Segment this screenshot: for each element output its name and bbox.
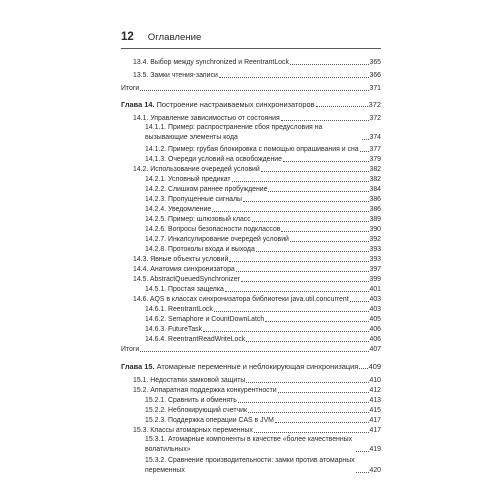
chapter-number: Глава 14.: [121, 99, 155, 109]
toc-entry[interactable]: 14.1.2. Пример: грубая блокировка с помощью опрашивания и сна 377: [145, 144, 381, 154]
toc-entry[interactable]: 15.2.1. Сравнить и обменять 413: [145, 395, 381, 405]
toc-chapter-entry[interactable]: Глава 15. Атомарные переменные и неблокирующая синхронизация 409: [121, 361, 381, 371]
toc-entry[interactable]: 14.6.1. ReentrantLock 403: [145, 304, 381, 314]
toc-entry[interactable]: 13.5. Замки чтения-записи 366: [133, 70, 381, 80]
toc-entry[interactable]: 14.6.3. FutureTask 406: [145, 324, 381, 334]
toc-entry[interactable]: 15.2. Аппаратная поддержка конкурентности 412: [133, 385, 381, 395]
toc-entry[interactable]: 14.2.6. Вопросы безопасности подклассов 390: [145, 224, 381, 234]
toc-entry[interactable]: 14.5.1. Простая защелка 401: [145, 284, 381, 294]
toc-entry[interactable]: 14.2.2. Слишком раннее пробуждение 384: [145, 184, 381, 194]
toc-entry[interactable]: 14.2.4. Уведомление 386: [145, 204, 381, 214]
toc-entry[interactable]: 14.6. AQS в классах синхронизатора библиотеки java.util.concurrent 403: [133, 294, 381, 304]
toc-entry[interactable]: 15.2.3. Поддержка операции CAS в JVM 417: [145, 415, 381, 425]
toc-entry[interactable]: 14.2.5. Пример: шлюзовый класс 389: [145, 214, 381, 224]
toc-entry[interactable]: 14.2. Использование очередей условий 382: [133, 164, 381, 174]
toc-entry[interactable]: 15.3.2. Сравнение производительности: замки против атомарных переменных 420: [145, 457, 381, 474]
toc-entry[interactable]: 13.4. Выбор между synchronized и ReentrantLock 365: [133, 57, 381, 67]
toc-entry[interactable]: 15.2.2. Неблокирующий счетчик 415: [145, 405, 381, 415]
toc-entry[interactable]: 14.2.8. Протоколы входа и выхода 393: [145, 244, 381, 254]
toc-entry[interactable]: 14.2.1. Условный предикат 382: [145, 174, 381, 184]
toc-entry[interactable]: 14.6.2. Semaphore и CountDownLatch 405: [145, 314, 381, 324]
running-header-title: Оглавление: [147, 32, 202, 43]
toc-entry[interactable]: 14.5. AbstractQueuedSynchronizer 399: [133, 274, 381, 284]
toc-chapter-entry[interactable]: Глава 14. Построение настраиваемых синхронизаторов 372: [121, 99, 381, 109]
page-number: 12: [121, 31, 134, 43]
toc-entry[interactable]: 14.1.3. Очереди условий на освобождение 379: [145, 154, 381, 164]
toc-entry[interactable]: 14.1.1. Пример: распространение сбоя предусловия на вызывающие элементы кода 374: [145, 124, 381, 141]
toc-entry[interactable]: Итоги 371: [121, 83, 381, 93]
chapter-number: Глава 15.: [121, 361, 155, 371]
toc-entry[interactable]: 14.4. Анатомия синхронизатора 397: [133, 264, 381, 274]
toc-entry[interactable]: Итоги 407: [121, 344, 381, 354]
toc-entry[interactable]: 14.3. Явные объекты условий 393: [133, 254, 381, 264]
toc-entry[interactable]: 15.1. Недостатки замковой защиты 410: [133, 375, 381, 385]
toc-entry[interactable]: 15.3. Классы атомарных переменных 417: [133, 425, 381, 435]
header-rule: [121, 48, 381, 49]
toc-entry[interactable]: 14.1. Управление зависимостью от состояния 372: [133, 113, 381, 123]
toc-entry[interactable]: 14.2.3. Пропущенные сигналы 386: [145, 194, 381, 204]
running-header: [121, 31, 381, 47]
toc-entry[interactable]: 15.3.1. Атомарные компоненты в качестве «более качественных волатильных» 419: [145, 436, 381, 453]
toc-entry[interactable]: 14.2.7. Инкапсулирование очередей условий 392: [145, 234, 381, 244]
toc-entry[interactable]: 14.6.4. ReentrantReadWriteLock 406: [145, 334, 381, 344]
